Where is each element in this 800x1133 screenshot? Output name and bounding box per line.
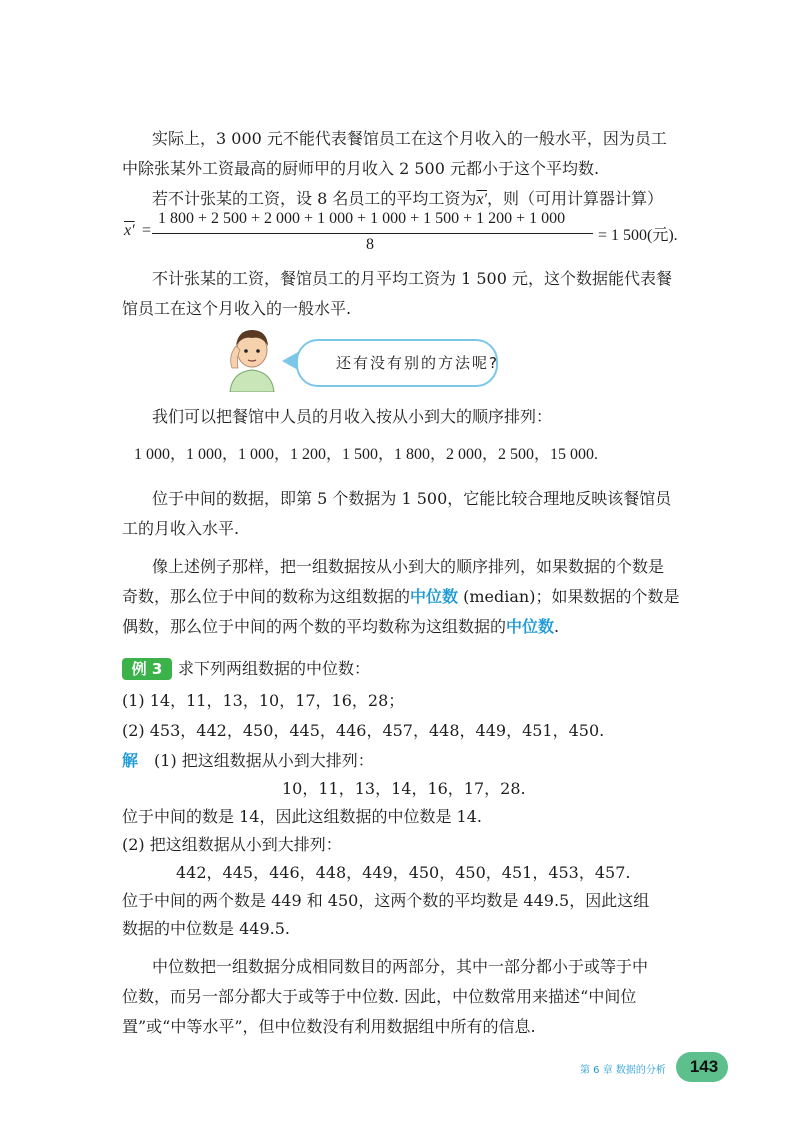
example-item-1: (1) 14，11，13，10，17，16，28； [122, 691, 405, 710]
formula-equals: = [142, 222, 152, 239]
definition-line-1: 像上述例子那样，把一组数据按从小到大的顺序排列，如果数据的个数是 [152, 557, 665, 576]
formula-lhs: x′ [124, 222, 135, 239]
definition-line-3 [122, 612, 712, 642]
definition-line-3-a: 偶数，那么位于中间的两个数的平均数称为这组数据的 [122, 617, 507, 636]
solution-1-intro: (1) 把这组数据从小到大排列： [154, 751, 374, 770]
paragraph-2-tail: ，则（可用计算器计算） [486, 189, 663, 208]
median-term-2: 中位数 [506, 617, 555, 636]
solution-2-sorted: 442，445，446，448，449，450，450，451，453，457. [176, 863, 631, 882]
median-position-line-1: 位于中间的数据，即第 5 个数据为 1 500，它能比较合理地反映该餐馆员 [152, 489, 672, 508]
summary-line-2: 位数，而另一部分都大于或等于中位数. 因此，中位数常用来描述“中间位 [122, 987, 637, 1006]
ordering-intro: 我们可以把餐馆中人员的月收入按从小到大的顺序排列： [152, 407, 553, 426]
definition-line-3-b: . [554, 617, 560, 636]
speech-bubble-text: 还有没有别的方法呢? [336, 354, 499, 372]
example-prompt: 求下列两组数据的中位数： [178, 659, 371, 678]
summary-line-1: 中位数把一组数据分成相同数目的两部分，其中一部分都小于或等于中 [152, 957, 649, 976]
summary-line-3: 置”或“中等水平”，但中位数没有利用数据组中所有的信息. [122, 1017, 536, 1036]
x-prime-variable: x′ [476, 191, 487, 208]
definition-line-2 [122, 582, 712, 612]
example-item-2: (2) 453，442，450，445，446，457，448，449，451，450. [122, 721, 605, 740]
formula-numerator: 1 800 + 2 500 + 2 000 + 1 000 + 1 000 + 1 500 + 1 200 + 1 000 [158, 210, 566, 227]
ordering-list: 1 000，1 000，1 000，1 200，1 500，1 800，2 000，2 500，15 000. [134, 446, 599, 463]
solution-line [122, 746, 712, 776]
fraction-bar [152, 233, 593, 234]
median-position-line-2: 工的月收入水平. [122, 519, 240, 538]
solution-2-result-line-2: 数据的中位数是 449.5. [122, 919, 290, 938]
paragraph-3-line-1: 不计张某的工资，餐馆员工的月平均工资为 1 500 元，这个数据能代表餐 [152, 269, 672, 288]
page-number: 143 [689, 1057, 719, 1076]
definition-line-2-a: 奇数，那么位于中间的数称为这组数据的 [122, 587, 411, 606]
solution-1-result: 位于中间的数是 14，因此这组数据的中位数是 14. [122, 807, 482, 826]
solution-1-sorted: 10，11，13，14，16，17，28. [282, 779, 526, 798]
solution-2-intro: (2) 把这组数据从小到大排列： [122, 835, 342, 854]
paragraph-1-line-2: 中除张某外工资最高的厨师甲的月收入 2 500 元都小于这个平均数. [122, 159, 600, 178]
solution-2-result-line-1: 位于中间的两个数是 449 和 450，这两个数的平均数是 449.5，因此这组 [122, 891, 650, 910]
thinking-boy-illustration [222, 320, 282, 392]
paragraph-3-line-2: 馆员工在这个月收入的一般水平. [122, 299, 352, 318]
example-badge: 例 3 [122, 658, 172, 680]
formula-result: = 1 500(元). [598, 227, 678, 244]
chapter-label: 第 6 章 数据的分析 [580, 1065, 666, 1076]
definition-line-2-b: (median)；如果数据的个数是 [458, 587, 680, 606]
median-term: 中位数 [410, 587, 459, 606]
solution-label: 解 [122, 751, 139, 770]
formula-denominator: 8 [366, 236, 374, 253]
paragraph-1-line-1: 实际上，3 000 元不能代表餐馆员工在这个月收入的一般水平，因为员工 [152, 129, 667, 148]
paragraph-2-text: 若不计张某的工资，设 8 名员工的平均工资为 [152, 189, 477, 208]
